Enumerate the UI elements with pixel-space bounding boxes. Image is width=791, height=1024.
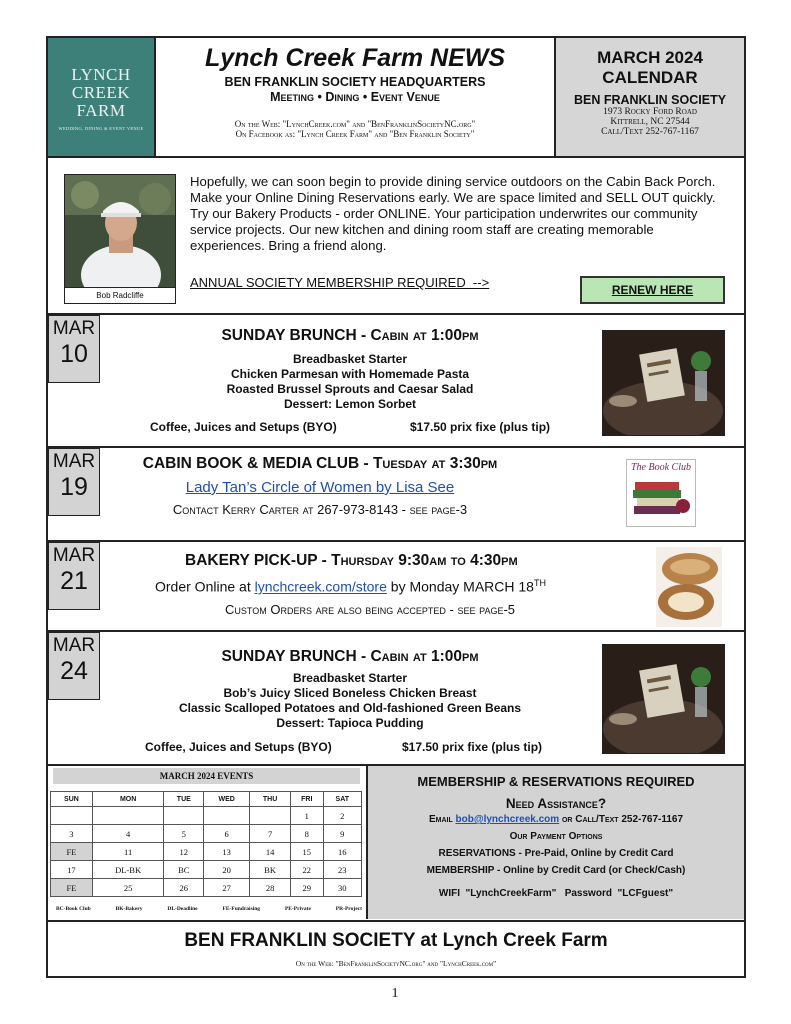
calendar-weekday-header: TUE <box>164 792 204 807</box>
calendar-legend <box>56 906 362 912</box>
calendar-day-cell <box>92 807 164 825</box>
bakery-order-line <box>155 578 546 595</box>
calendar-day-cell <box>164 807 204 825</box>
logo-line: FARM <box>76 101 126 120</box>
brunch-image <box>603 645 724 753</box>
calendar-day-cell: 17 <box>51 861 93 879</box>
event-book-club <box>110 455 530 517</box>
book-stack-icon <box>627 460 695 526</box>
brunch-table-photo <box>602 330 725 436</box>
event-date-badge <box>48 632 100 700</box>
logo-line: LYNCH <box>71 65 131 84</box>
divider <box>46 920 746 922</box>
email-link[interactable]: bob@lynchcreek.com <box>455 814 560 825</box>
calendar-day-cell <box>204 807 250 825</box>
calendar-month: MARCH 2024 <box>597 48 703 67</box>
menu-item: Dessert: Lemon Sorbet <box>283 397 417 411</box>
calendar-day-cell: 20 <box>204 861 250 879</box>
phone-text: or Call/Text 252-767-1167 <box>559 814 684 825</box>
reservations-policy: RESERVATIONS - Pre-Paid, Online by Credit Card <box>438 848 674 859</box>
calendar-day-cell: BC <box>164 861 204 879</box>
bread-image <box>656 547 722 627</box>
event-date-badge <box>48 542 100 610</box>
newsletter-title: Lynch Creek Farm NEWS <box>204 44 506 72</box>
calendar-day-cell: FE <box>51 879 93 897</box>
calendar-day-cell: 26 <box>164 879 204 897</box>
intro-text: Hopefully, we can soon begin to provide dining service outdoors on the Cabin Back Porch. Make your Online Dining Reservations early. We are space limited and SELL OUT quickly. Try our Bakery Products - order ONLINE. Your participation underwrites our community service projects. Our new kitchen and dining room staff are creating memorable experiences. Bring a friend along. <box>190 174 716 253</box>
calendar-weekday-header: MON <box>92 792 164 807</box>
masthead-subtitle: BEN FRANKLIN SOCIETY HEADQUARTERS <box>224 75 486 89</box>
order-text: Order Online at <box>155 578 255 595</box>
calendar-weekday-header: THU <box>250 792 291 807</box>
event-brunch-2 <box>110 648 590 731</box>
book-club-image-text: The Book Club <box>631 462 691 473</box>
calendar-day-cell: 5 <box>164 825 204 843</box>
footer-title: BEN FRANKLIN SOCIETY at Lynch Creek Farm <box>184 930 608 951</box>
legend-item: PR-Project <box>335 906 362 912</box>
event-month: MAR <box>52 318 96 339</box>
photo-caption: Bob Radcliffe <box>65 287 175 303</box>
calendar-weekday-header: SUN <box>51 792 93 807</box>
calendar-day-cell: 25 <box>92 879 164 897</box>
book-title-link[interactable]: Lady Tan’s Circle of Women by Lisa See <box>185 479 455 496</box>
calendar-weekday-header: SAT <box>323 792 361 807</box>
divider <box>46 156 746 158</box>
calendar-day-cell: 30 <box>323 879 361 897</box>
event-price: $17.50 prix fixe (plus tip) <box>410 420 551 434</box>
legend-item: DL-Deadline <box>167 906 198 912</box>
event-brunch-1 <box>110 327 590 412</box>
event-date-badge <box>48 315 100 383</box>
calendar-day-cell: BK <box>250 861 291 879</box>
event-month: MAR <box>52 451 96 472</box>
calendar-day-cell: 6 <box>204 825 250 843</box>
phone-line: Call/Text 252-767-1167 <box>601 127 699 137</box>
menu-item: Roasted Brussel Sprouts and Caesar Salad <box>226 382 474 396</box>
calendar-day-cell: 22 <box>290 861 323 879</box>
march-events-calendar <box>50 791 362 897</box>
store-link[interactable]: lynchcreek.com/store <box>254 578 387 595</box>
calendar-day-cell: FE <box>51 843 93 861</box>
membership-notice: ANNUAL SOCIETY MEMBERSHIP REQUIRED --> <box>190 275 490 290</box>
portrait-image <box>65 175 175 289</box>
event-contact: Contact Kerry Carter at 267-973-8143 - see page-3 <box>172 502 468 517</box>
calendar-day-cell: 28 <box>250 879 291 897</box>
footer-web-links: On the Web: "BenFranklinSocietyNC.org" and "LynchCreek.com" <box>295 959 497 968</box>
event-price: $17.50 prix fixe (plus tip) <box>402 740 543 754</box>
event-title: SUNDAY BRUNCH - Cabin at 1:00pm <box>221 327 479 344</box>
calendar-day-cell: 27 <box>204 879 250 897</box>
calendar-day-cell: 15 <box>290 843 323 861</box>
logo-tagline: WEDDING, DINING & EVENT VENUE <box>58 126 144 131</box>
page-number: 1 <box>391 986 399 1001</box>
book-club-image <box>626 459 696 527</box>
calendar-day-cell: 3 <box>51 825 93 843</box>
membership-policy: MEMBERSHIP - Online by Credit Card (or Check/Cash) <box>426 865 686 876</box>
legend-item: PE-Private <box>284 906 311 912</box>
calendar-day-cell <box>250 807 291 825</box>
wifi-info: WIFI "LynchCreekFarm" Password "LCFguest" <box>438 888 674 899</box>
event-title: CABIN BOOK & MEDIA CLUB - Tuesday at 3:30pm <box>142 455 498 472</box>
calendar-day-cell: 23 <box>323 861 361 879</box>
calendar-day-cell: 13 <box>204 843 250 861</box>
divider <box>46 446 746 448</box>
membership-info-box <box>366 766 744 919</box>
divider <box>46 630 746 632</box>
menu-item: Breadbasket Starter <box>292 671 408 685</box>
event-title: BAKERY PICK-UP - Thursday 9:30am to 4:30pm <box>185 552 518 569</box>
calendar-day-cell: DL-BK <box>92 861 164 879</box>
event-day: 10 <box>60 340 88 368</box>
calendar-day-cell: 11 <box>92 843 164 861</box>
bob-radcliffe-photo <box>64 174 176 304</box>
masthead <box>154 38 556 156</box>
order-superscript: TH <box>533 578 546 588</box>
org-name: BEN FRANKLIN SOCIETY <box>573 93 727 107</box>
menu-item: Bob’s Juicy Sliced Boneless Chicken Breast <box>223 686 477 700</box>
contact-line <box>368 814 744 825</box>
event-day: 21 <box>60 567 88 595</box>
email-prefix: Email <box>428 814 456 825</box>
logo-line: CREEK <box>71 83 131 102</box>
bread-photo <box>656 547 722 627</box>
calendar-day-cell: 4 <box>92 825 164 843</box>
address-line: 1973 Rocky Ford Road <box>603 107 697 117</box>
calendar-info-box <box>556 38 744 156</box>
calendar-day-cell: 1 <box>290 807 323 825</box>
assistance-heading: Need Assistance? <box>505 796 607 811</box>
renew-here-button[interactable]: RENEW HERE <box>580 276 725 304</box>
legend-item: FE-Fundraising <box>222 906 261 912</box>
event-day: 19 <box>60 473 88 501</box>
calendar-day-cell <box>51 807 93 825</box>
event-extras: Coffee, Juices and Setups (BYO) <box>145 740 332 754</box>
calendar-day-cell: 8 <box>290 825 323 843</box>
calendar-day-cell: 14 <box>250 843 291 861</box>
calendar-day-cell: 12 <box>164 843 204 861</box>
menu-item: Dessert: Tapioca Pudding <box>276 716 424 730</box>
divider <box>46 313 746 315</box>
event-date-badge <box>48 448 100 516</box>
menu-item: Chicken Parmesan with Homemade Pasta <box>230 367 470 381</box>
brunch-image <box>603 331 724 435</box>
calendar-day-cell: 16 <box>323 843 361 861</box>
calendar-day-cell: 2 <box>323 807 361 825</box>
calendar-weekday-header: FRI <box>290 792 323 807</box>
info-title: MEMBERSHIP & RESERVATIONS REQUIRED <box>417 774 695 789</box>
legend-item: BC-Book Club <box>56 906 91 912</box>
calendar-label: CALENDAR <box>602 68 698 87</box>
order-text: by Monday MARCH 18 <box>386 578 534 595</box>
calendar-day-cell: 29 <box>290 879 323 897</box>
event-title: SUNDAY BRUNCH - Cabin at 1:00pm <box>221 648 479 665</box>
custom-orders-note: Custom Orders are also being accepted - see page-5 <box>225 602 516 617</box>
mini-calendar-title: MARCH 2024 EVENTS <box>53 768 360 784</box>
calendar-day-cell: 7 <box>250 825 291 843</box>
divider <box>46 540 746 542</box>
venue-tagline: Meeting • Dining • Event Venue <box>270 90 440 104</box>
legend-item: BK-Bakery <box>115 906 143 912</box>
facebook-links: On Facebook as: "Lynch Creek Farm" and "Ben Franklin Society" <box>235 129 475 139</box>
lynch-creek-farm-logo <box>48 38 154 156</box>
brunch-table-photo <box>602 644 725 754</box>
web-links: On the Web: "LynchCreek.com" and "BenFranklinSocietyNC.org" <box>234 119 476 129</box>
event-month: MAR <box>52 635 96 656</box>
menu-item: Classic Scalloped Potatoes and Old-fashioned Green Beans <box>178 701 522 715</box>
event-month: MAR <box>52 545 96 566</box>
address-line: Kittrell, NC 27544 <box>610 117 690 127</box>
payment-heading: Our Payment Options <box>509 831 603 842</box>
calendar-weekday-header: WED <box>204 792 250 807</box>
calendar-day-cell: 9 <box>323 825 361 843</box>
event-day: 24 <box>60 657 88 685</box>
menu-item: Breadbasket Starter <box>292 352 408 366</box>
event-extras: Coffee, Juices and Setups (BYO) <box>150 420 337 434</box>
